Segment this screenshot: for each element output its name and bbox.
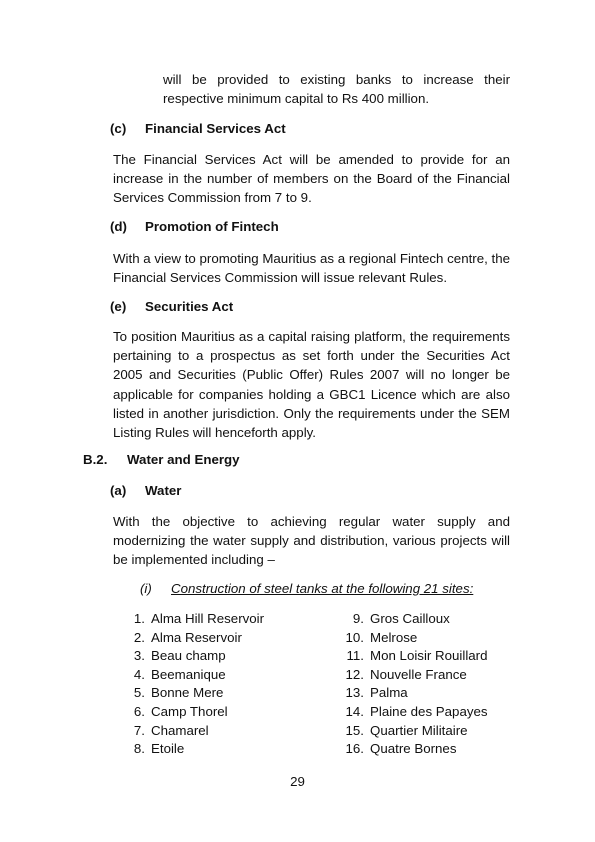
subsection-title: Construction of steel tanks at the following 21 sites: xyxy=(171,581,474,596)
site-name: Palma xyxy=(370,685,408,701)
site-name: Bonne Mere xyxy=(151,685,224,701)
site-name: Mon Loisir Rouillard xyxy=(370,648,488,664)
site-name: Gros Cailloux xyxy=(370,611,450,626)
section-a-title: Water xyxy=(145,483,182,498)
site-name: Alma Reservoir xyxy=(151,629,242,645)
section-b2-title: Water and Energy xyxy=(127,452,240,467)
site-name: Plaine des Papayes xyxy=(370,703,488,719)
sites-list-right xyxy=(338,610,528,759)
section-e-title: Securities Act xyxy=(145,299,234,314)
section-d-label: (d) xyxy=(110,219,127,234)
section-a-label: (a) xyxy=(110,483,127,498)
site-name: Beau champ xyxy=(151,648,226,664)
list-item: 4. Beemanique xyxy=(119,666,329,685)
site-name: Beemanique xyxy=(151,666,226,682)
section-d-body: With a view to promoting Mauritius as a regional Fintech centre, the Financial Services Commission will issue relevant Rules. xyxy=(113,251,510,286)
site-name: Quartier Militaire xyxy=(370,722,468,738)
sites-list-left xyxy=(119,610,329,759)
section-d-title: Promotion of Fintech xyxy=(145,219,279,234)
site-name: Chamarel xyxy=(151,722,209,738)
section-e-body: To position Mauritius as a capital raising platform, the requirements pertaining to a prospectus as set forth under the Securities Act 2005 and Securities (Public Offer) Rules 2007 will no longer be applicable for companies holding a GBC1 Licence which are also listed in another jurisdiction. Only the requirements under the SEM Listing Rules will henceforth apply. xyxy=(113,329,510,441)
list-item: 2. Alma Reservoir xyxy=(119,629,329,648)
intro-line-2: respective minimum capital to Rs 400 million. xyxy=(163,91,430,107)
site-name: Camp Thorel xyxy=(151,703,228,719)
list-item: 5. Bonne Mere xyxy=(119,684,329,703)
list-item: 13. Palma xyxy=(338,684,528,703)
page-number: 29 xyxy=(290,774,305,789)
list-item: 10. Melrose xyxy=(338,629,528,648)
list-item: 14. Plaine des Papayes xyxy=(338,703,528,722)
section-c-body: The Financial Services Act will be amended to provide for an increase in the number of members on the Board of the Financial Services Commission from 7 to 9. xyxy=(113,152,510,206)
section-b2-label: B.2. xyxy=(83,452,108,467)
section-c-label: (c) xyxy=(110,121,127,136)
site-name: Etoile xyxy=(151,741,185,757)
site-name: Quatre Bornes xyxy=(370,741,457,757)
section-a-body: With the objective to achieving regular water supply and modernizing the water supply and distribution, various projects will be implemented including – xyxy=(113,514,510,568)
intro-line-1: will be provided to existing banks to increase their xyxy=(163,72,510,87)
subsection-label: (i) xyxy=(140,581,152,596)
site-name: Alma Hill Reservoir xyxy=(151,611,265,626)
list-item: 6. Camp Thorel xyxy=(119,703,329,722)
intro-paragraph xyxy=(163,70,510,108)
list-item: 11. Mon Loisir Rouillard xyxy=(338,647,528,666)
list-item: 12. Nouvelle France xyxy=(338,666,528,685)
section-e-label: (e) xyxy=(110,299,127,314)
list-item: 3. Beau champ xyxy=(119,647,329,666)
site-name: Melrose xyxy=(370,629,418,645)
site-name: Nouvelle France xyxy=(370,666,467,682)
list-item: 7. Chamarel xyxy=(119,722,329,741)
list-item: 16. Quatre Bornes xyxy=(338,740,528,759)
list-item: 8. Etoile xyxy=(119,740,329,759)
list-item: 1. Alma Hill Reservoir xyxy=(119,610,329,629)
list-item: 15. Quartier Militaire xyxy=(338,722,528,741)
list-item: 9. Gros Cailloux xyxy=(338,610,528,629)
section-c-title: Financial Services Act xyxy=(145,121,286,136)
